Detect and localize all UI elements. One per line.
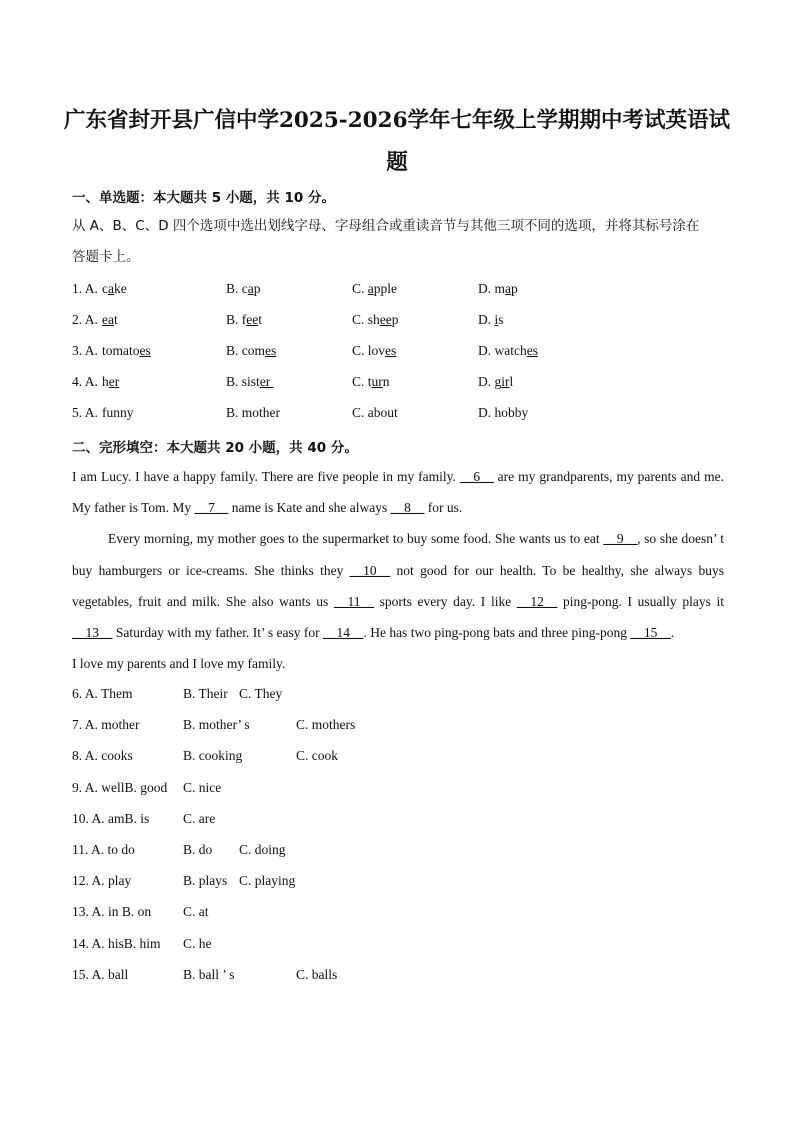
cloze-passage [72, 461, 724, 679]
section1-instruction [72, 211, 724, 273]
question-number: 5. A. [72, 405, 98, 420]
option-a: tomatoes [102, 343, 151, 358]
question-number: 2. A. [72, 312, 98, 327]
blank-14: __14__ [322, 625, 364, 641]
passage-paragraph-3: I love my parents and I love my family. [72, 656, 286, 672]
passage-paragraph-2: Every morning, my mother goes to the supermarket to buy some food. She wants us to eat __9__, so she doesn’ t buy hamburgers or ice-creams. She thinks they __10__ not good for our health. To be healthy, she always buys vegetables, fruit and milk. She also wants us __11__ sports every day. I like __12__ ping-pong. I usually plays it __13__ Saturday with my father. It’ s easy for __14__. He has two ping-pong bats and three ping-pong __15__. [72, 531, 724, 641]
option-b: B. comes [226, 343, 277, 358]
question-number: 4. A. [72, 374, 98, 389]
exam-page: 广东省封开县广信中学2025-2026学年七年级上学期期中考试英语试 题 一、单选题：本大题共 5 小题，共 10 分。 从 A、B、C、D 四个选项中选出划线字母、字母组合或重读音节与其他三项不同的选项，并将其标号涂在 答题卡上。 1. A. cake B. cap C. apple D. map 2. A. eat B. feet C. sheep D. is 3. A. tomatoes B. comes C. loves D. watches 4. A. her B. sister C. turn D. girl 5. A. funny B. mother C. about D. hobby 二、完形填空：本大题共 20 小题，共 40 分。 I am Lucy. I have a happy family. There are five people in my family. __6__ are my grandparents, my parents and me. My father is Tom. My __7__ name is Kate and she always __8__ for us. Every morning, my mother goes to the supermarket to buy some food. She wants us to eat __9__, so she doesn’ t buy hamburgers or ice-creams. She thinks they __10__ not good for our health. To be healthy, she always buys vegetables, fruit and milk. She also wants us __11__ sports every day. I like __12__ ping-pong. I usually plays it __13__ Saturday with my father. It’ s easy for __14__. He has two ping-pong bats and three ping-pong __15__. I love my parents and I love my family. 6. A. Them B. Their C. They 7. A. mother B. mother’ s C. mothers 8. A. cooks B. cooking C. cook 9. A. wellB. good C. nice 10. A. amB. is C. are 11. A. to do B. do C. doing 12. A. play B. plays C. playing 13. A. in B. on C. at 14. A. hisB. him C. he 15. A. ball B. ball ’ s C. balls [0, 0, 794, 1123]
option-c: C. about [352, 405, 398, 420]
option-a: eat [102, 312, 118, 327]
option-b: B. sister [226, 374, 274, 389]
instruction-line-1: 从 A、B、C、D 四个选项中选出划线字母、字母组合或重读音节与其他三项不同的选项，并将其标号涂在 [72, 218, 700, 234]
question-number: 3. A. [72, 343, 98, 358]
blank-11: __11__ [333, 593, 374, 609]
question-number: 1. A. [72, 281, 98, 296]
blank-6: __6__ [459, 469, 494, 484]
blank-15: __15__ [630, 625, 671, 641]
option-a: cake [102, 281, 127, 296]
option-d: D. map [478, 281, 518, 296]
page-title [60, 100, 734, 184]
blank-13: __13__ [72, 625, 113, 641]
title-line-2: 题 [386, 150, 408, 175]
blank-7: __7__ [194, 500, 229, 516]
section1-heading: 一、单选题：本大题共 5 小题，共 10 分。 [72, 190, 335, 206]
option-b: B. mother [226, 405, 280, 420]
option-d: D. hobby [478, 405, 529, 420]
option-c: C. apple [352, 281, 398, 296]
passage-paragraph-1: I am Lucy. I have a happy family. There are five people in my family. __6__ are my grandparents, my parents and me. My father is Tom. My __7__ name is Kate and she always __8__ for us. [72, 469, 725, 516]
blank-10: __10__ [349, 562, 391, 578]
blank-9: __9__ [603, 531, 638, 547]
option-a: funny [102, 405, 134, 420]
title-line-1: 广东省封开县广信中学2025-2026学年七年级上学期期中考试英语试 [63, 108, 731, 133]
option-c: C. loves [352, 343, 397, 358]
option-b: B. feet [226, 312, 262, 327]
instruction-line-2: 答题卡上。 [72, 249, 140, 265]
option-c: C. turn [352, 374, 390, 389]
blank-8: __8__ [390, 500, 425, 516]
option-b: B. cap [226, 281, 261, 296]
option-d: D. girl [478, 374, 514, 389]
option-a: her [102, 374, 120, 389]
section2-heading: 二、完形填空：本大题共 20 小题，共 40 分。 [72, 440, 358, 456]
option-d: D. is [478, 312, 504, 327]
option-d: D. watches [478, 343, 538, 358]
blank-12: __12__ [516, 593, 558, 609]
option-c: C. sheep [352, 312, 399, 327]
